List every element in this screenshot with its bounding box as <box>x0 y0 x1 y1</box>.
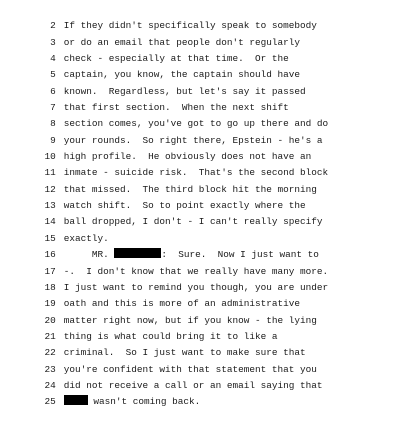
line-text: did not receive a call or an email saying that <box>63 379 323 391</box>
line-number: 19 <box>44 298 56 310</box>
transcript-line <box>8 18 388 48</box>
line-number: 3 <box>50 36 56 48</box>
line-number: 4 <box>50 53 56 65</box>
transcript-body <box>8 2 388 408</box>
transcript-line <box>8 313 388 342</box>
line-number: 9 <box>50 134 56 146</box>
line-number: 14 <box>44 216 56 228</box>
transcript-line <box>8 67 388 97</box>
line-text: check - especially at that time. Or the <box>63 53 289 65</box>
transcript-line <box>8 378 388 408</box>
line-number: 20 <box>44 314 56 326</box>
line-number: 7 <box>50 102 56 114</box>
transcript-line <box>8 247 388 277</box>
line-text: exactly. <box>63 232 109 244</box>
transcript-line <box>8 165 388 195</box>
line-number: 2 <box>50 20 56 32</box>
line-number: 23 <box>44 363 56 375</box>
line-text: or do an email that people don't regularly <box>63 36 301 48</box>
line-text: you're confident with that statement that you <box>63 363 317 375</box>
line-number: 15 <box>44 232 56 244</box>
line-text: If they didn't specifically speak to somebody <box>63 20 317 32</box>
line-text: criminal. So I just want to make sure that <box>63 347 306 359</box>
line-number: 17 <box>44 265 56 277</box>
transcript-line <box>8 116 388 146</box>
transcript-line <box>8 51 388 81</box>
transcript-line <box>8 264 388 293</box>
line-number: 5 <box>50 69 56 81</box>
line-number: 11 <box>44 167 56 179</box>
line-text: inmate - suicide risk. That's the second block <box>63 167 329 179</box>
line-text-suffix: : Sure. Now I just want to <box>161 249 319 261</box>
line-text: captain, you know, the captain should have <box>63 69 301 81</box>
line-text-suffix: wasn't coming back. <box>87 396 201 408</box>
redaction-bar <box>64 395 88 405</box>
line-text: high profile. He obviously does not have an <box>63 151 312 163</box>
transcript-line <box>8 329 388 359</box>
transcript-line <box>8 231 388 261</box>
transcript-line <box>8 280 388 310</box>
line-number: 8 <box>50 118 56 130</box>
transcript-line <box>8 100 388 130</box>
line-text: that first section. When the next shift <box>63 102 289 114</box>
line-text: watch shift. So to point exactly where the <box>63 200 306 212</box>
line-number: 10 <box>44 151 56 163</box>
transcript-line <box>8 198 388 228</box>
line-number: 25 <box>44 396 56 408</box>
line-text: your rounds. So right there, Epstein - he's a <box>63 134 323 146</box>
line-number: 12 <box>44 183 56 195</box>
transcript-line <box>8 182 388 212</box>
line-number: 18 <box>44 281 56 293</box>
line-number: 6 <box>50 85 56 97</box>
transcript-line <box>8 149 388 179</box>
transcript-line <box>8 214 388 244</box>
line-number: 22 <box>44 347 56 359</box>
line-text: -. I don't know that we really have many more. <box>63 265 329 277</box>
transcript-line <box>8 2 388 32</box>
line-text: thing is what could bring it to like a <box>63 330 278 342</box>
line-number: 24 <box>44 379 56 391</box>
line-number: 16 <box>44 249 56 261</box>
line-text: ball dropped, I don't - I can't really specify <box>63 216 323 228</box>
transcript-line <box>8 345 388 375</box>
transcript-line <box>8 296 388 326</box>
line-text: I just want to remind you though, you are under <box>63 281 329 293</box>
transcript-line <box>8 84 388 114</box>
line-number: 21 <box>44 330 56 342</box>
line-text-prefix: MR. <box>63 249 115 261</box>
line-text: known. Regardless, but let's say it passed <box>63 85 306 97</box>
transcript-line <box>8 35 388 65</box>
line-text: matter right now, but if you know - the lying <box>63 314 317 326</box>
line-number: 13 <box>44 200 56 212</box>
transcript-line <box>8 133 388 163</box>
line-text: that missed. The third block hit the morning <box>63 183 317 195</box>
line-text: oath and this is more of an administrative <box>63 298 301 310</box>
transcript-line <box>8 362 388 391</box>
line-text: section comes, you've got to go up there and do <box>63 118 329 130</box>
